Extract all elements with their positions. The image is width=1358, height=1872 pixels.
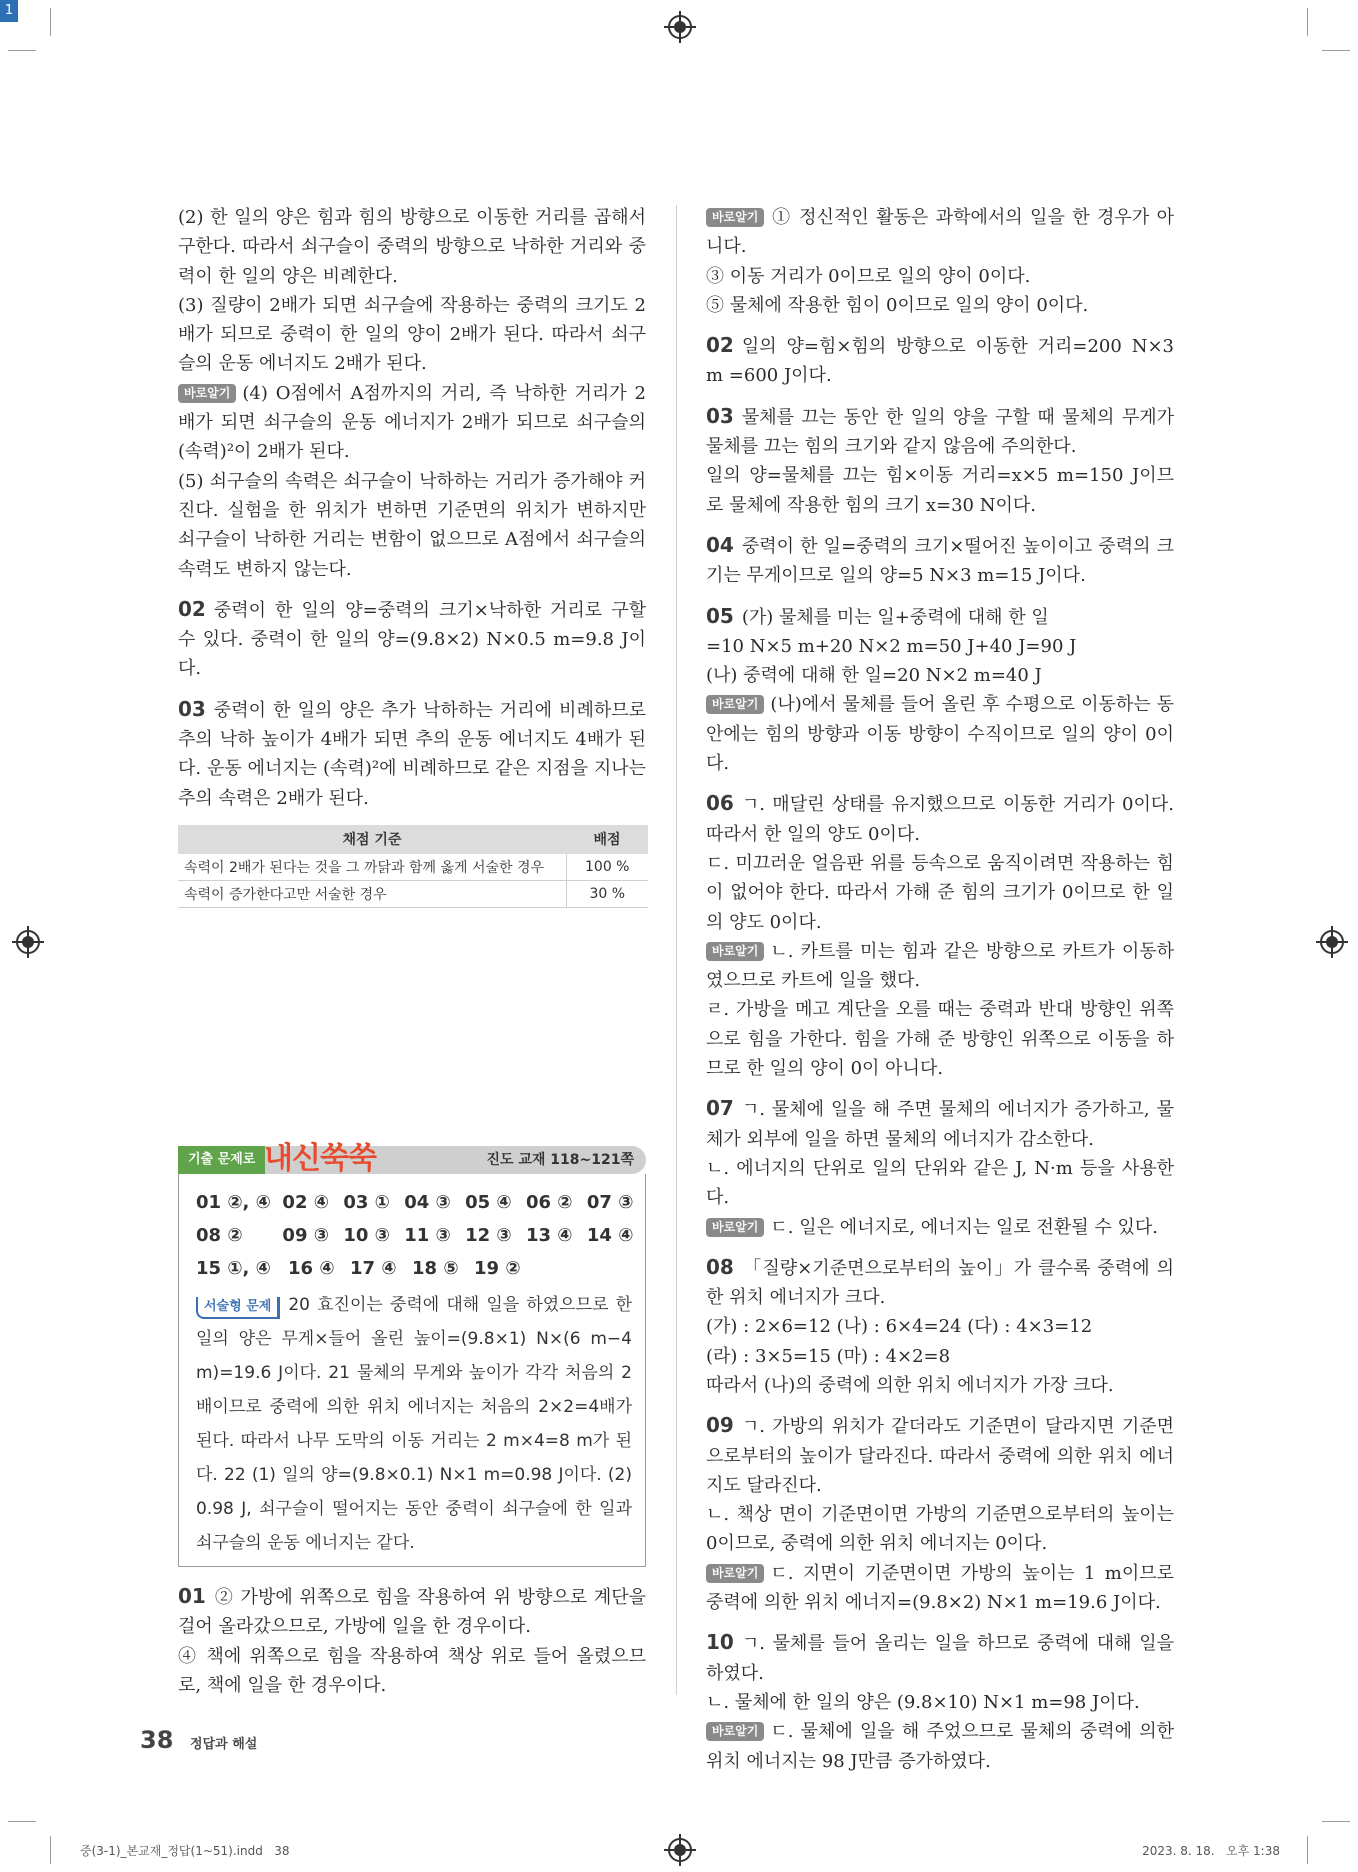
paragraph <box>706 1094 1174 1154</box>
paragraph <box>706 661 1174 690</box>
answer-item: 11 ③ <box>404 1225 451 1246</box>
registration-mark-icon <box>16 930 40 954</box>
paragraph <box>706 262 1174 291</box>
question-number: 03 <box>706 403 734 428</box>
paragraph <box>178 203 646 291</box>
paragraph-text: ㄱ. 물체에 일을 해 주면 물체의 에너지가 증가하고, 물체가 외부에 일을 하면 물체의 에너지가 감소한다. <box>706 1099 1174 1150</box>
paragraph-text: ㄴ. 책상 면이 기준면이면 가방의 기준면으로부터의 높이는 0이므로, 중력에 의한 위치 에너지는 0이다. <box>706 1504 1174 1555</box>
score-header-criteria: 채점 기준 <box>178 825 566 854</box>
page-number: 38 <box>140 1726 174 1754</box>
paragraph-text: ㄴ. 에너지의 단위로 일의 단위와 같은 J, N·m 등을 사용한다. <box>706 1157 1174 1209</box>
paragraph-text: 중력이 한 일=중력의 크기×떨어진 높이이고 중력의 크기는 무게이므로 일의 양=5 N×3 m=15 J이다. <box>706 535 1174 587</box>
question-number: 04 <box>706 532 734 557</box>
answer-item: 10 ③ <box>343 1225 390 1246</box>
paragraph-text: ㄷ. 일은 에너지로, 에너지는 일로 전환될 수 있다. <box>770 1216 1158 1238</box>
paragraph <box>706 849 1174 937</box>
right-paragraphs <box>706 203 1174 1776</box>
timestamp: 2023. 8. 18. 오후 1:38 <box>1142 1844 1280 1858</box>
score-table <box>178 825 648 908</box>
paragraph-text: ㄹ. 가방을 메고 계단을 오를 때는 중력과 반대 방향인 위쪽으로 힘을 가한다. 힘을 가해 준 방향인 위쪽으로 이동을 하므로 한 일의 양이 0이 아니다. <box>706 999 1174 1080</box>
question-number: 02 <box>706 333 734 358</box>
answer-item: 19 ② <box>474 1258 521 1279</box>
page-tab: 1 <box>0 0 18 22</box>
paragraph <box>178 595 646 684</box>
answer-item: 07 ③ <box>586 1192 634 1213</box>
paragraph <box>706 1559 1174 1618</box>
answer-box-label: 기출 문제로 <box>178 1146 265 1174</box>
paragraph-text: 일의 양=물체를 끄는 힘×이동 거리=x×5 m=150 J이므로 물체에 작용한 힘의 크기 x=30 N이다. <box>706 465 1174 516</box>
essay-text: 20 효진이는 중력에 대해 일을 하였으므로 한 일의 양은 무게×들어 올린 높이=(9.8×1) N×(6 m−4 m)=19.6 J이다. 21 물체의 무게와 높이가 각각 처음의 2배이므로 중력에 의한 위치 에너지는 처음의 2×2=4배가 된다. 따라서 나무 도막의 이동 거리는 2 m×4=8 m가 된다. 22 (1) 일의 양=(9.8×0.1) N×1 m=0.98 J이다. (2) 0.98 J, 쇠구슬이 떨어지는 동안 중력이 쇠구슬에 한 일과 쇠구슬의 운동 에너지는 같다. <box>196 1295 632 1553</box>
registration-mark-icon <box>668 15 692 39</box>
paragraph <box>706 1312 1174 1341</box>
paragraph <box>706 1342 1174 1371</box>
paragraph <box>706 1500 1174 1559</box>
score-points: 30 % <box>566 880 648 907</box>
paragraph-text: 일의 양=힘×힘의 방향으로 이동한 거리=200 N×3 m =600 J이다. <box>706 336 1174 387</box>
paragraph-text: (나) 중력에 대해 한 일=20 N×2 m=40 J <box>706 665 1042 687</box>
paragraph-text: 중력이 한 일의 양=중력의 크기×낙하한 거리로 구할 수 있다. 중력이 한 일의 양=(9.8×2) N×0.5 m=9.8 J이다. <box>178 599 646 680</box>
paragraph-text: 중력이 한 일의 양은 추가 낙하하는 거리에 비례하므로 추의 낙하 높이가 4배가 되면 추의 운동 에너지도 4배가 된다. 운동 에너지는 (속력)²에 비례하므로 같은 지점을 지나는 추의 속력은 2배가 된다. <box>178 699 646 809</box>
paragraph-text: (가) 물체를 미는 일+중력에 대해 한 일 <box>741 606 1049 628</box>
paragraph-text: 따라서 (나)의 중력에 의한 위치 에너지가 가장 크다. <box>706 1374 1114 1396</box>
question-number: 03 <box>178 696 206 721</box>
answer-row <box>196 1219 636 1252</box>
right-column <box>706 203 1174 1776</box>
answer-item: 08 ② <box>196 1225 243 1246</box>
correction-tag: 바로알기 <box>178 384 236 403</box>
answer-item: 13 ④ <box>525 1225 573 1246</box>
answer-item: 05 ④ <box>465 1192 512 1213</box>
correction-tag: 바로알기 <box>706 695 764 714</box>
paragraph <box>706 402 1174 462</box>
paragraph-text: (라) : 3×5=15 (마) : 4×2=8 <box>706 1345 951 1367</box>
paragraph <box>706 1628 1174 1688</box>
paragraph-text: ④ 책에 위쪽으로 힘을 작용하여 책상 위로 들어 올렸으므로, 책에 일을 한 경우이다. <box>178 1645 646 1696</box>
score-header-points: 배점 <box>566 825 648 854</box>
registration-mark-icon <box>1320 930 1344 954</box>
paragraph <box>706 461 1174 520</box>
paragraph-text: ③ 이동 거리가 0이므로 일의 양이 0이다. <box>706 265 1031 287</box>
question-number: 06 <box>706 791 734 816</box>
question-number: 08 <box>706 1254 734 1279</box>
paragraph-text: (4) O점에서 A점까지의 거리, 즉 낙하한 거리가 2배가 되면 쇠구슬의 운동 에너지가 2배가 되므로 쇠구슬의 (속력)²이 2배가 된다. <box>178 382 646 463</box>
crop-mark <box>1322 1821 1350 1822</box>
paragraph-text: ㄷ. 지면이 기준면이면 가방의 높이는 1 m이므로 중력에 의한 위치 에너지=(9.8×2) N×1 m=19.6 J이다. <box>706 1562 1174 1614</box>
paragraph <box>706 602 1174 632</box>
answer-item: 15 ①, ④ <box>196 1258 271 1279</box>
paragraph <box>706 1411 1174 1500</box>
answer-grid <box>196 1186 636 1285</box>
answer-item: 09 ③ <box>282 1225 329 1246</box>
crop-mark <box>8 50 36 51</box>
paragraph <box>178 1642 646 1701</box>
paragraph <box>178 695 646 813</box>
answer-item: 01 ②, ④ <box>196 1192 271 1213</box>
file-name: 중(3-1)_본교재_정답(1~51).indd 38 <box>80 1844 290 1858</box>
answer-item: 03 ① <box>343 1192 390 1213</box>
question-number: 09 <box>706 1413 734 1438</box>
answer-item: 04 ③ <box>404 1192 451 1213</box>
paragraph <box>706 531 1174 591</box>
correction-tag: 바로알기 <box>706 942 764 961</box>
paragraph <box>178 291 646 379</box>
answer-item: 18 ⑤ <box>412 1258 459 1279</box>
paragraph-text: ㄷ. 물체에 일을 해 주었으므로 물체의 중력에 의한 위치 에너지는 98 J만큼 증가하였다. <box>706 1721 1174 1772</box>
question-number: 05 <box>706 603 734 628</box>
left-paragraphs <box>178 203 646 813</box>
paragraph <box>178 379 646 467</box>
correction-tag: 바로알기 <box>706 1218 764 1237</box>
question-number: 02 <box>178 596 206 621</box>
paragraph-text: ② 가방에 위쪽으로 힘을 작용하여 위 방향으로 계단을 걸어 올라갔으므로, 가방에 일을 한 경우이다. <box>178 1587 646 1638</box>
paragraph <box>706 690 1174 778</box>
paragraph <box>706 937 1174 996</box>
paragraph-text: (2) 한 일의 양은 힘과 힘의 방향으로 이동한 거리를 곱해서 구한다. 따라서 쇠구슬이 중력의 방향으로 낙하한 거리와 중력이 한 일의 양은 비례한다. <box>178 207 646 287</box>
paragraph-text: ㄱ. 매달린 상태를 유지했으므로 이동한 거리가 0이다. 따라서 한 일의 양도 0이다. <box>706 794 1174 845</box>
paragraph-text: ㄱ. 물체를 들어 올리는 일을 하므로 중력에 대해 일을 하였다. <box>706 1633 1174 1684</box>
score-points: 100 % <box>566 854 648 881</box>
question-number: 10 <box>706 1630 734 1655</box>
paragraph <box>706 632 1174 661</box>
crop-mark <box>8 1821 36 1822</box>
paragraph <box>706 1213 1174 1242</box>
crop-mark <box>1307 8 1308 36</box>
paragraph <box>706 203 1174 262</box>
paragraph-text: (가) : 2×6=12 (나) : 6×4=24 (다) : 4×3=12 <box>706 1316 1093 1338</box>
paragraph <box>706 1253 1174 1313</box>
paragraph-text: (5) 쇠구슬의 속력은 쇠구슬이 낙하하는 거리가 증가해야 커진다. 실험을 한 위치가 변하면 기준면의 위치가 변하지만 쇠구슬이 낙하한 거리는 변함이 없으므로 A점에서 쇠구슬의 속력도 변하지 않는다. <box>178 470 646 580</box>
question-number: 07 <box>706 1096 734 1121</box>
paragraph-text: 「질량×기준면으로부터의 높이」가 클수록 중력에 의한 위치 에너지가 크다. <box>706 1257 1174 1309</box>
paragraph-text: =10 N×5 m+20 N×2 m=50 J+40 J=90 J <box>706 635 1077 657</box>
paragraph-text: (나)에서 물체를 들어 올린 후 수평으로 이동하는 동안에는 힘의 방향과 이동 방향이 수직이므로 일의 양이 0이다. <box>706 694 1174 775</box>
crop-mark <box>1307 1836 1308 1864</box>
paragraph <box>706 995 1174 1083</box>
paragraph <box>706 789 1174 849</box>
crop-mark <box>1322 50 1350 51</box>
answer-item: 14 ④ <box>586 1225 634 1246</box>
paragraph <box>706 1371 1174 1400</box>
answer-box-pages: 진도 교재 118~121쪽 <box>486 1152 634 1168</box>
paragraph-text: ㄱ. 가방의 위치가 같더라도 기준면이 달라지면 기준면으로부터의 높이가 달라진다. 따라서 중력에 의한 위치 에너지도 달라진다. <box>706 1416 1174 1496</box>
paragraph-text: ⑤ 물체에 작용한 힘이 0이므로 일의 양이 0이다. <box>706 294 1089 316</box>
score-criteria: 속력이 증가한다고만 서술한 경우 <box>178 880 566 907</box>
registration-mark-icon <box>668 1838 692 1862</box>
section-title: 정답과 해설 <box>190 1737 258 1752</box>
paragraph-text: ㄴ. 물체에 한 일의 양은 (9.8×10) N×1 m=98 J이다. <box>706 1691 1140 1713</box>
question-number: 01 <box>178 1584 206 1608</box>
table-row <box>178 880 648 907</box>
paragraph <box>706 1688 1174 1717</box>
essay-section <box>196 1288 632 1560</box>
answer-item: 06 ② <box>525 1192 573 1213</box>
correction-tag: 바로알기 <box>706 1722 764 1741</box>
crop-mark <box>50 1836 51 1864</box>
paragraph-text: ① 정신적인 활동은 과학에서의 일을 한 경우가 아니다. <box>706 207 1174 258</box>
paragraph <box>706 1154 1174 1213</box>
answer-item: 16 ④ <box>288 1258 335 1279</box>
crop-mark <box>50 8 51 36</box>
answer-row <box>196 1186 636 1219</box>
paragraph-text: 물체를 끄는 동안 한 일의 양을 구할 때 물체의 무게가 물체를 끄는 힘의 크기와 같지 않음에 주의한다. <box>706 406 1174 458</box>
answer-row <box>196 1252 636 1285</box>
paragraph <box>706 331 1174 391</box>
paragraph-text: (3) 질량이 2배가 되면 쇠구슬에 작용하는 중력의 크기도 2배가 되므로 중력이 한 일의 양이 2배가 된다. 따라서 쇠구슬의 운동 에너지도 2배가 된다. <box>178 294 646 375</box>
answer-item: 02 ④ <box>282 1192 329 1213</box>
table-row <box>178 854 648 881</box>
correction-tag: 바로알기 <box>706 1564 764 1583</box>
paragraph-text: ㄷ. 미끄러운 얼음판 위를 등속으로 움직이려면 작용하는 힘이 없어야 한다. 따라서 가해 준 힘의 크기가 0이므로 한 일의 양도 0이다. <box>706 852 1174 933</box>
paragraph <box>178 1582 646 1642</box>
correction-tag: 바로알기 <box>706 208 764 227</box>
essay-label: 서술형 문제 <box>196 1297 280 1319</box>
paragraph <box>706 291 1174 320</box>
answer-item: 17 ④ <box>350 1258 397 1279</box>
column-divider <box>676 205 677 1695</box>
left-column <box>178 203 646 908</box>
paragraph-text: ㄴ. 카트를 미는 힘과 같은 방향으로 카트가 이동하였으므로 카트에 일을 했다. <box>706 940 1174 992</box>
answer-item: 12 ③ <box>465 1225 512 1246</box>
score-criteria: 속력이 2배가 된다는 것을 그 까닭과 함께 옳게 서술한 경우 <box>178 854 566 881</box>
answer-box <box>178 1141 646 1568</box>
paragraph <box>178 467 646 584</box>
answer-box-title: 내신쑥쑥 <box>264 1141 376 1176</box>
left-bottom <box>178 1582 646 1700</box>
paragraph <box>706 1717 1174 1776</box>
